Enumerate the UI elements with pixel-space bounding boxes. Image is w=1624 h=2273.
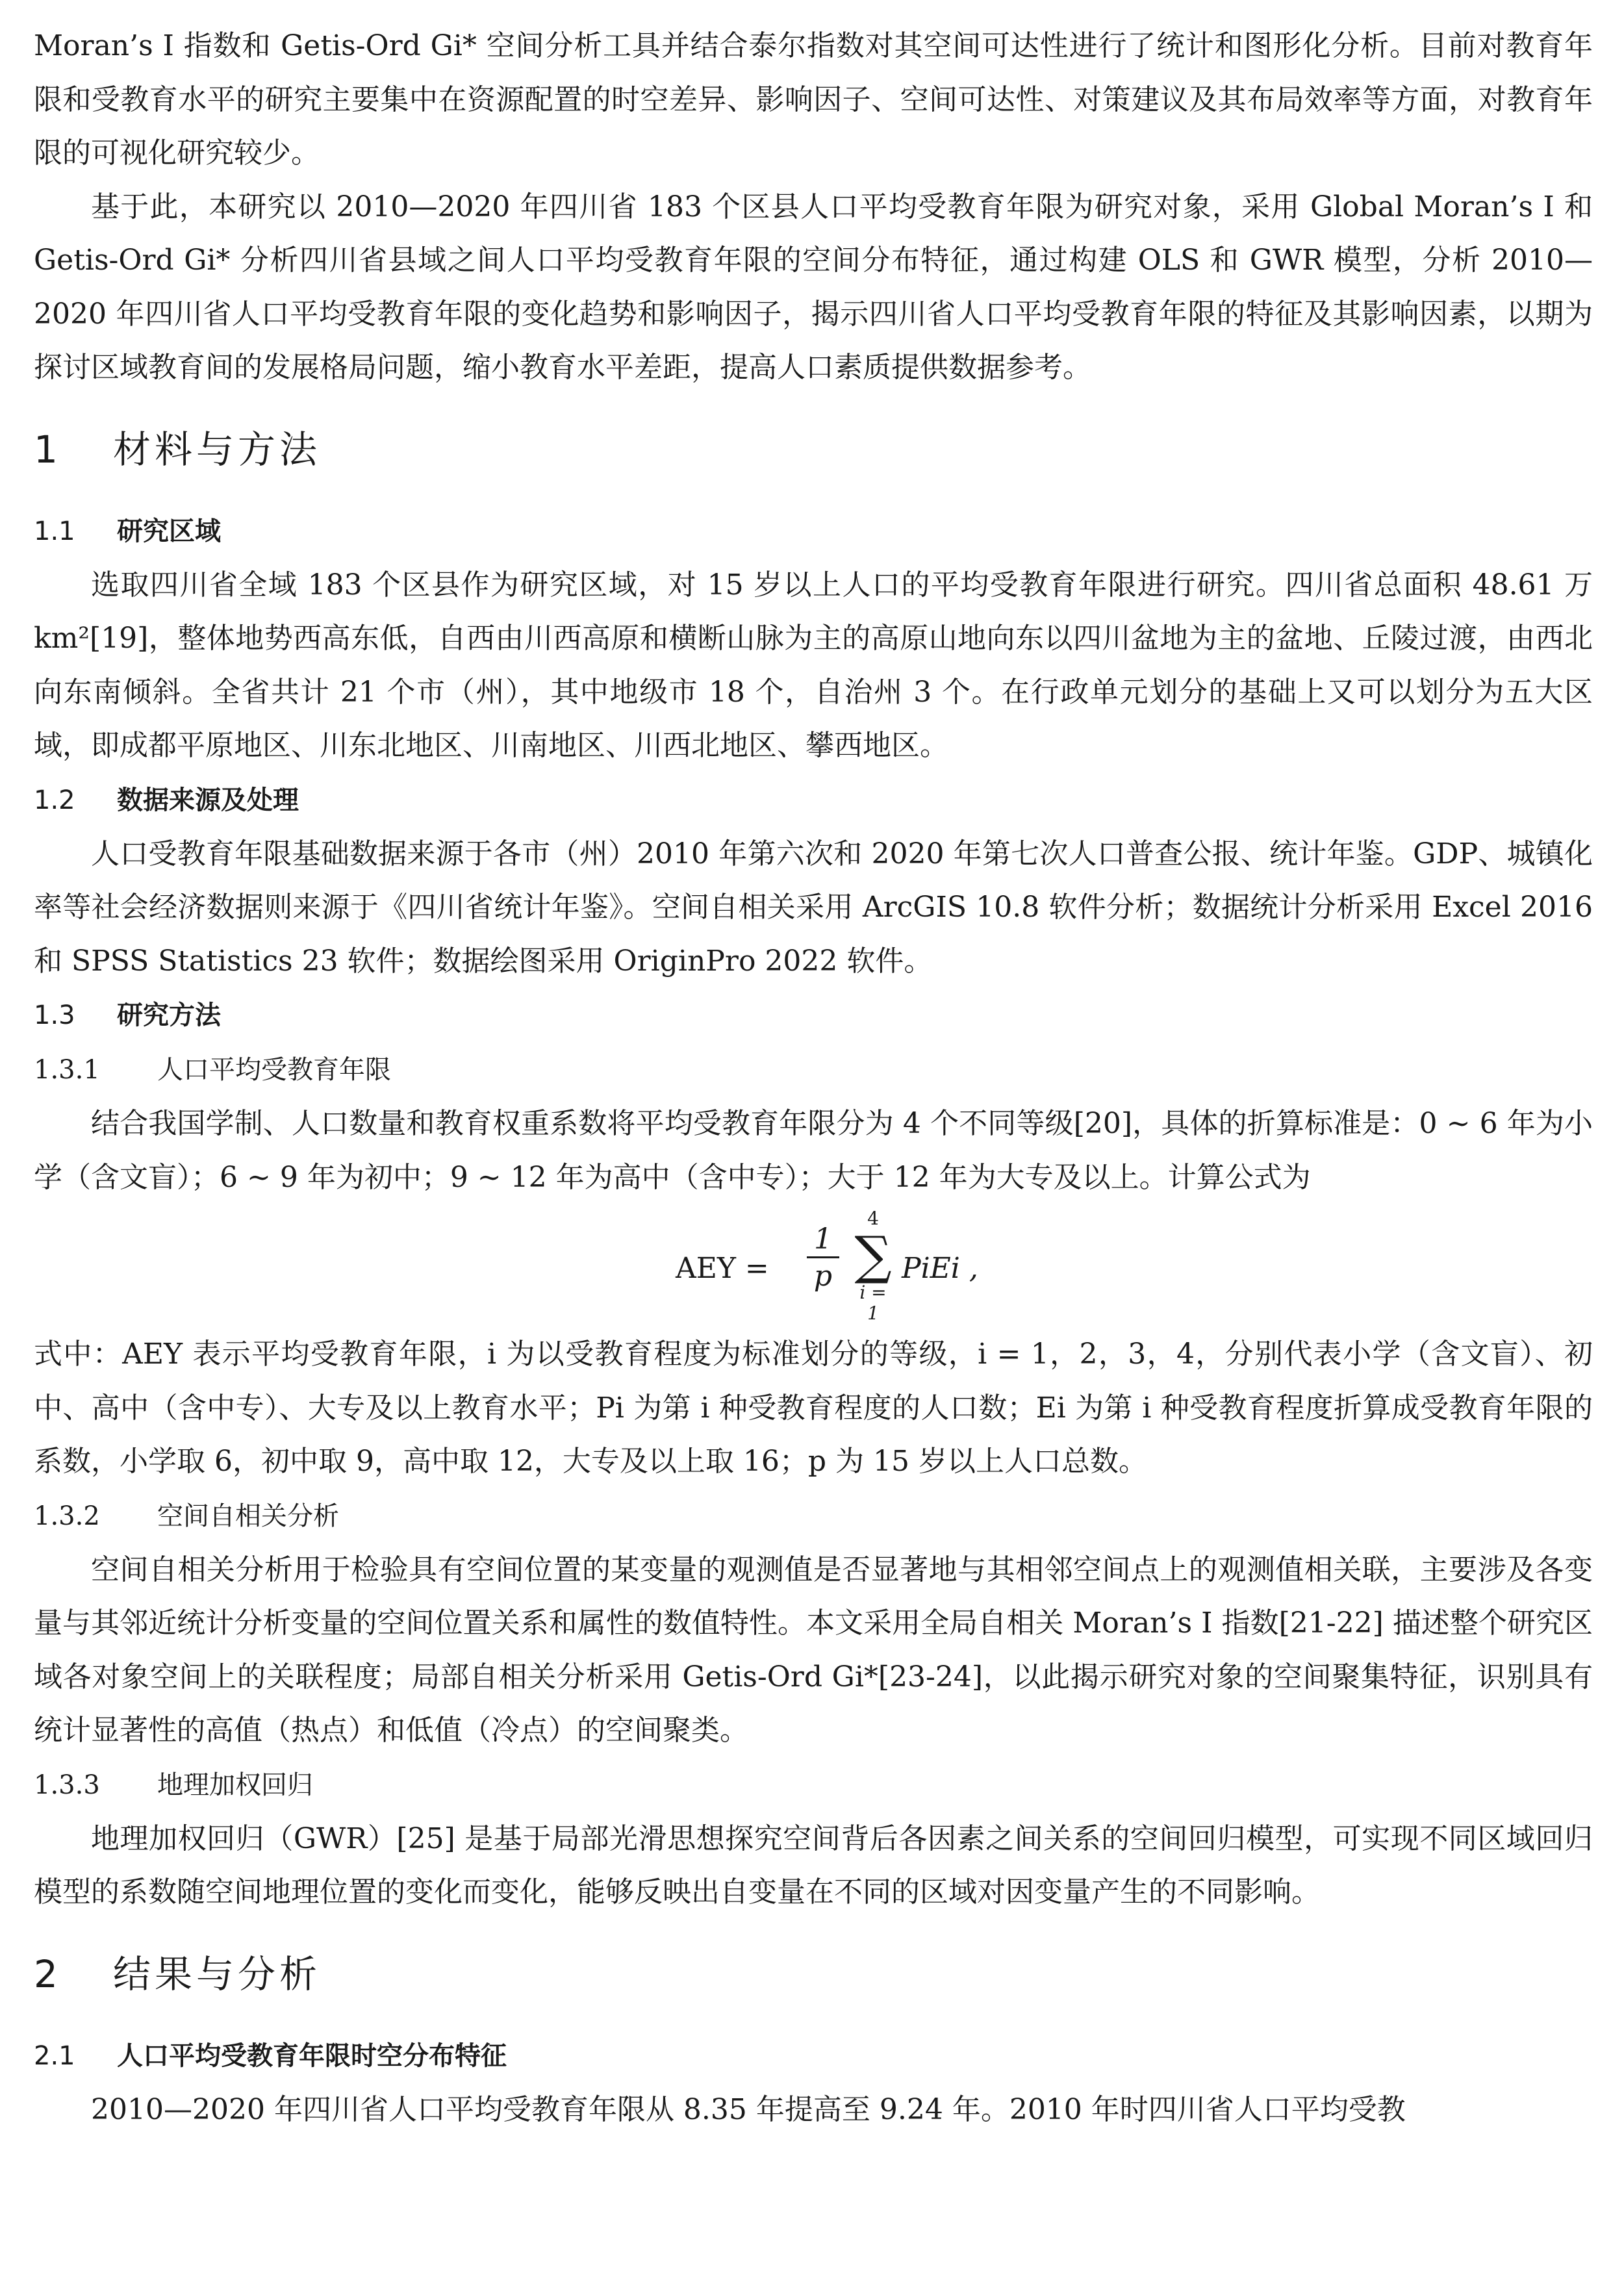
- subsubsection-number: 1.3.3: [34, 1770, 100, 1800]
- subsection-title: 研究方法: [117, 1000, 221, 1030]
- section-title: 结果与分析: [113, 1951, 322, 1996]
- subsection-heading-1-1: [34, 504, 1593, 559]
- paragraph-gwr: 地理加权回归（GWR）[25] 是基于局部光滑思想探究空间背后各因素之间关系的空间回归模型，可实现不同区域回归模型的系数随空间地理位置的变化而变化，能够反映出自变量在不同的区域对因变量产生的不同影响。: [34, 1822, 1593, 1909]
- paper-page: [34, 19, 1593, 2137]
- subsection-heading-1-2: [34, 773, 1593, 828]
- subsection-number: 2.1: [34, 2040, 75, 2071]
- paragraph-intro-end: Moran’s I 指数和 Getis-Ord Gi* 空间分析工具并结合泰尔指数对其空间可达性进行了统计和图形化分析。目前对教育年限和受教育水平的研究主要集中在资源配置的时空差异、影响因子、空间可达性、对策建议及其布局效率等方面，对教育年限的可视化研究较少。: [34, 29, 1593, 170]
- paragraph-spatial-autocorrelation: 空间自相关分析用于检验具有空间位置的某变量的观测值是否显著地与其相邻空间点上的观测值相关联，主要涉及各变量与其邻近统计分析变量的空间位置关系和属性的数值特性。本文采用全局自相关 Moran’s I 指数[21-22] 描述整个研究区域各对象空间上的关联程度；局部自相关分析采用 Getis-Ord Gi*[23-24]，以此揭示研究对象的空间聚集特征，识别具有统计显著性的高值（热点）和低值（冷点）的空间聚类。: [34, 1553, 1593, 1747]
- paragraph-aey-method: 结合我国学制、人口数量和教育权重系数将平均受教育年限分为 4 个不同等级[20]，具体的折算标准是：0 ~ 6 年为小学（含文盲）；6 ~ 9 年为初中；9 ~ 12 年为高中（含中专）；大于 12 年为大专及以上。计算公式为: [34, 1107, 1593, 1194]
- summation: [854, 1208, 893, 1324]
- sigma-symbol: ∑: [854, 1225, 892, 1286]
- paragraph-research-aim: 基于此，本研究以 2010—2020 年四川省 183 个区县人口平均受教育年限为研究对象，采用 Global Moran’s I 和 Getis-Ord Gi* 分析四川省县域之间人口平均受教育年限的空间分布特征，通过构建 OLS 和 GWR 模型，分析 2010—2020 年四川省人口平均受教育年限的变化趋势和影响因子，揭示四川省人口平均受教育年限的特征及其影响因素，以期为探讨区域教育间的发展格局问题，缩小教育水平差距，提高人口素质提供数据参考。: [34, 190, 1593, 384]
- sum-lower-limit: i = 1: [859, 1282, 887, 1324]
- subsubsection-title: 地理加权回归: [157, 1770, 313, 1800]
- formula-rhs: PiEi ,: [902, 1252, 978, 1285]
- section-heading-1: [34, 395, 1593, 504]
- fraction-denominator: p: [813, 1260, 833, 1293]
- subsubsection-title: 空间自相关分析: [157, 1501, 339, 1531]
- aey-formula: [34, 1204, 1593, 1328]
- subsection-title: 研究区域: [117, 516, 221, 546]
- subsection-number: 1.1: [34, 516, 75, 546]
- subsubsection-number: 1.3.1: [34, 1055, 100, 1085]
- subsection-number: 1.2: [34, 785, 75, 815]
- paragraph-results-start: 2010—2020 年四川省人口平均受教育年限从 8.35 年提高至 9.24 年。2010 年时四川省人口平均受教: [91, 2092, 1406, 2126]
- formula-lhs: AEY =: [676, 1252, 769, 1285]
- subsection-number: 1.3: [34, 1000, 75, 1030]
- subsubsection-number: 1.3.2: [34, 1501, 100, 1531]
- subsubsection-heading-1-3-3: [34, 1758, 1593, 1812]
- subsubsection-heading-1-3-1: [34, 1043, 1593, 1097]
- subsection-heading-2-1: [34, 2029, 1593, 2083]
- subsection-heading-1-3: [34, 988, 1593, 1043]
- section-heading-2: [34, 1920, 1593, 2029]
- section-number: 2: [34, 1951, 62, 1996]
- paragraph-study-area: 选取四川省全域 183 个区县作为研究区域，对 15 岁以上人口的平均受教育年限进行研究。四川省总面积 48.61 万 km²[19]，整体地势西高东低，自西由川西高原和横断山脉为主的高原山地向东以四川盆地为主的盆地、丘陵过渡，由西北向东南倾斜。全省共计 21 个市（州），其中地级市 18 个，自治州 3 个。在行政单元划分的基础上又可以划分为五大区域，即成都平原地区、川东北地区、川南地区、川西北地区、攀西地区。: [34, 568, 1593, 762]
- formula-fraction: [807, 1223, 839, 1295]
- subsubsection-heading-1-3-2: [34, 1489, 1593, 1543]
- section-title: 材料与方法: [113, 427, 322, 472]
- paragraph-data-sources: 人口受教育年限基础数据来源于各市（州）2010 年第六次和 2020 年第七次人口普查公报、统计年鉴。GDP、城镇化率等社会经济数据则来源于《四川省统计年鉴》。空间自相关采用 ArcGIS 10.8 软件分析；数据统计分析采用 Excel 2016 和 SPSS Statistics 23 软件；数据绘图采用 OriginPro 2022 软件。: [34, 837, 1593, 978]
- subsection-title: 人口平均受教育年限时空分布特征: [117, 2040, 507, 2071]
- section-number: 1: [34, 427, 62, 472]
- subsubsection-title: 人口平均受教育年限: [157, 1055, 391, 1085]
- fraction-numerator: 1: [814, 1223, 832, 1256]
- subsection-title: 数据来源及处理: [117, 785, 299, 815]
- sum-upper-limit: 4: [867, 1208, 879, 1229]
- paragraph-formula-explanation: 式中：AEY 表示平均受教育年限，i 为以受教育程度为标准划分的等级，i = 1，2，3，4，分别代表小学（含文盲）、初中、高中（含中专）、大专及以上教育水平；Pi 为第 i 种受教育程度的人口数；Ei 为第 i 种受教育程度折算成受教育年限的系数，小学取 6，初中取 9，高中取 12，大专及以上取 16；p 为 15 岁以上人口总数。: [34, 1338, 1593, 1478]
